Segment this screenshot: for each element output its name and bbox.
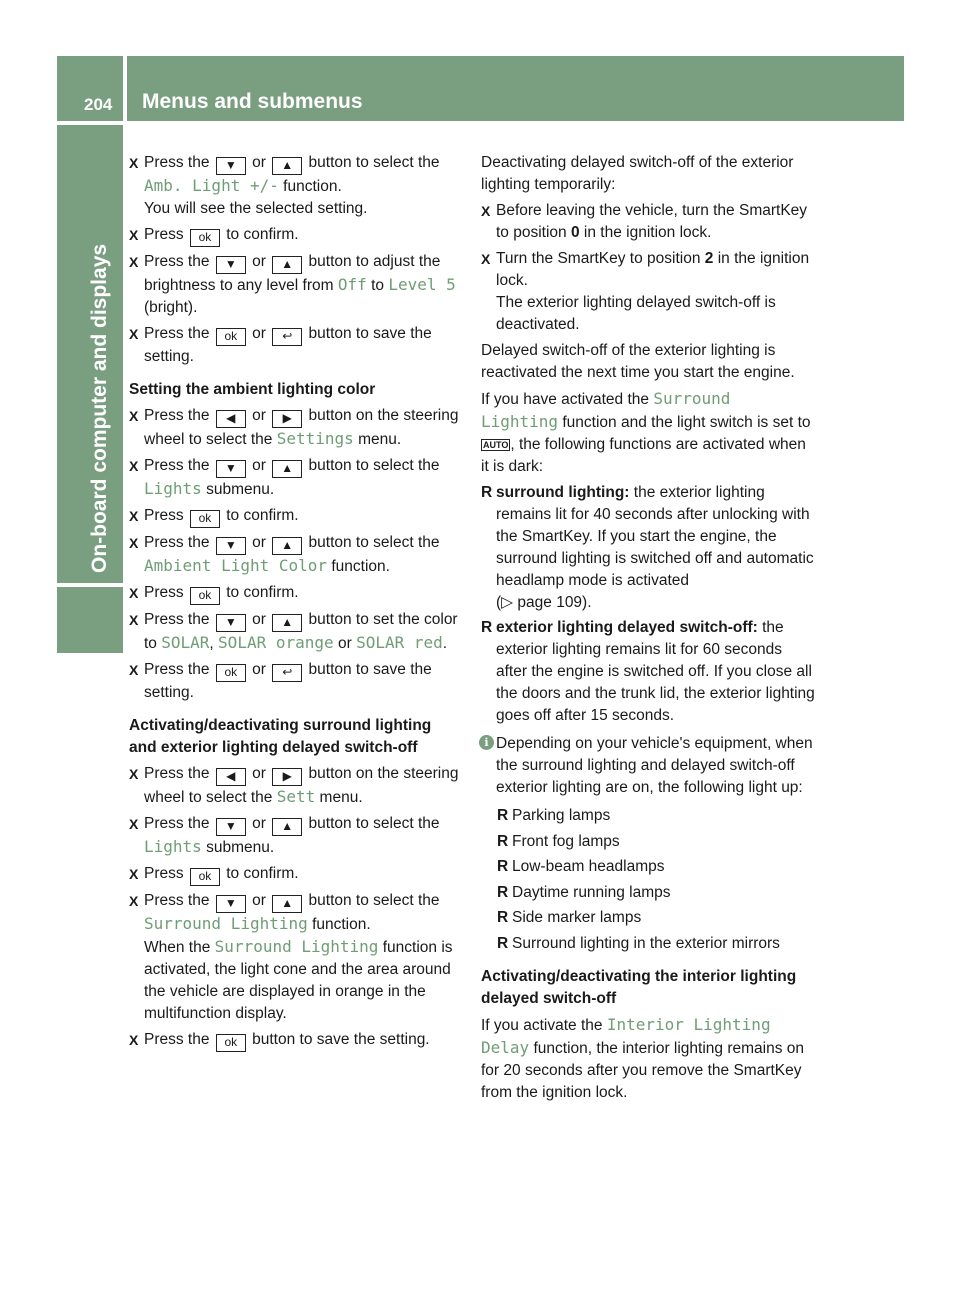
step-marker: X [129,508,139,524]
section-heading: Setting the ambient lighting color [129,381,376,398]
text: to [371,277,385,294]
text: If you have activated the [481,391,650,408]
text: Press the [144,892,210,909]
step-marker: X [129,408,139,424]
left-column [129,152,463,1056]
step [129,863,463,886]
bullet-marker: R [497,807,509,824]
bullet-marker: R [497,858,509,875]
step [129,251,463,319]
bullet-marker: R [497,934,509,952]
text: If you activate the [481,1016,603,1034]
step-marker: X [129,458,139,474]
bullet-marker: R [481,619,493,636]
text: or [252,534,266,551]
step [129,1029,463,1052]
text: button to save the setting. [252,1031,430,1048]
step [129,224,463,247]
text: or [252,154,266,171]
step-marker: X [129,326,139,342]
back-key-icon: ↩ [272,328,302,346]
ok-key-icon: ok [216,664,246,682]
text: button to select the [308,154,440,171]
ok-key-icon: ok [190,868,220,886]
text: Press the [144,457,210,474]
step-marker: X [129,535,139,551]
step [129,405,463,451]
step [129,582,463,605]
text: to confirm. [226,584,299,601]
step-marker: X [129,1032,139,1048]
text: to confirm. [226,507,299,524]
text: button on the steering wheel to select the [144,407,459,448]
text: or [337,635,352,652]
display-text: Ambient Light Color [144,556,328,575]
bullet-item [481,482,815,614]
text: Press the [144,253,210,270]
text: function and the light switch is set to [562,414,811,431]
text: Depending on your vehicle's equipment, when the surround lighting and delayed switch-off exterior lighting are on, the following light up: [496,735,813,796]
text: or [252,253,266,270]
display-text: Surround Lighting [144,914,308,933]
text: Press the [144,765,210,782]
text: button to select the [308,534,440,551]
text: button to adjust the brightness to any level from [144,253,441,294]
display-text: Settings [276,429,354,448]
text: menu. [319,789,363,806]
step [129,890,463,1025]
text: Before leaving the vehicle, turn the SmartKey to position [496,202,808,241]
up-key-icon: ▲ [272,460,302,478]
text: button to select the [308,815,440,832]
step [129,455,463,501]
text: or [252,661,266,678]
up-key-icon: ▲ [272,157,302,175]
text: or [252,765,266,782]
display-text: Level 5 [388,275,456,294]
text: Press the [144,407,210,424]
up-key-icon: ▲ [272,895,302,913]
ok-key-icon: ok [216,1034,246,1052]
text: submenu. [206,839,275,856]
text: Surround lighting in the exterior mirrors [512,934,780,952]
ok-key-icon: ok [190,587,220,605]
text: The exterior lighting delayed switch-off is deactivated. [496,294,776,333]
text: the exterior lighting remains lit for 40 seconds after unlocking with the SmartKey. If you start the engine, the surround lighting is switched off and automatic headlamp mode is activated [496,484,814,589]
display-text: SOLAR [161,633,210,652]
text: to confirm. [226,865,299,882]
side-tab-marker [57,587,123,653]
text: or [252,815,266,832]
up-key-icon: ▲ [272,256,302,274]
step-marker: X [129,662,139,678]
step-marker: X [129,816,139,832]
text: Press the [144,325,210,342]
text: , [209,635,214,652]
step [129,763,463,809]
section-heading: Activating/deactivating surround lighting and exterior lighting delayed switch-off [129,717,432,756]
display-text: Surround Lighting [214,937,379,956]
display-text: Interior Lighting Delay [481,1014,771,1057]
auto-light-icon: AUTO [483,440,509,450]
step [129,505,463,528]
down-key-icon: ▼ [216,818,246,836]
step [129,813,463,859]
ok-key-icon: ok [190,229,220,247]
lamp-item [481,831,815,853]
text: function is activated, the light cone and the area around the vehicle are displayed in orange in the multifunction display. [144,939,453,1022]
text: function. [331,558,390,575]
page-number: 204 [84,95,113,114]
ok-key-icon: ok [216,328,246,346]
text: ( [496,594,502,611]
text: 0 [570,224,580,241]
text: Low-beam headlamps [512,858,665,875]
text: or [252,325,266,342]
page-ref-icon: ▷ [501,594,514,611]
up-key-icon: ▲ [272,537,302,555]
back-key-icon: ↩ [272,664,302,682]
text: Side marker lamps [512,909,642,926]
info-icon: i [479,735,494,750]
display-text: SOLAR red [356,633,443,652]
text: Press the [144,1031,210,1048]
display-text: SOLAR orange [218,633,334,652]
step [129,609,463,655]
text: Daytime running lamps [512,883,671,901]
bullet-marker: R [497,883,509,901]
lamp-item [481,882,815,904]
text: Press the [144,661,210,678]
display-text: Sett [276,787,316,806]
step-marker: X [129,612,139,628]
text: or [252,407,266,424]
step [481,248,815,336]
lamp-item [481,805,815,827]
text: in the ignition lock. [583,224,712,241]
text: Press [144,507,184,524]
step-marker: X [481,251,491,267]
down-key-icon: ▼ [216,460,246,478]
display-text: Off [337,275,367,294]
text: Press [144,865,184,882]
bullet-marker: R [481,484,493,501]
up-key-icon: ▲ [272,818,302,836]
text: or [252,457,266,474]
bullet-marker: R [497,832,509,850]
text: menu. [358,431,402,448]
text: or [252,611,266,628]
down-key-icon: ▼ [216,537,246,555]
paragraph: Deactivating delayed switch-off of the exterior lighting temporarily: [481,154,794,193]
text: function. [283,178,342,195]
right-key-icon: ▶ [272,768,302,786]
text: Press [144,584,184,601]
text: Press [144,226,184,243]
text: button to select the [308,892,440,909]
text: Parking lamps [512,807,611,824]
paragraph [481,1014,815,1104]
info-note [481,733,815,799]
text: in the ignition lock. [496,250,810,289]
text: Turn the SmartKey to position [496,250,701,267]
display-text: Amb. Light +/- [144,176,279,195]
text: (bright). [144,299,198,316]
left-key-icon: ◀ [216,410,246,428]
step [129,323,463,368]
text: Front fog lamps [512,832,620,850]
step-marker: X [129,227,139,243]
bullet-marker: R [497,909,509,926]
text: When the [144,939,211,956]
step-marker: X [129,585,139,601]
text: You will see the selected setting. [144,200,368,217]
text: button to set the color to [144,611,458,652]
text: Press the [144,534,210,551]
text: function. [312,916,371,933]
step-marker: X [481,203,491,219]
display-text: Lights [144,837,202,856]
display-text: Surround Lighting [481,389,731,431]
down-key-icon: ▼ [216,256,246,274]
step-marker: X [129,866,139,882]
paragraph [481,388,815,478]
text: Press the [144,154,210,171]
step-marker: X [129,254,139,270]
text: . [442,635,448,652]
step [129,152,463,220]
up-key-icon: ▲ [272,614,302,632]
step [481,200,815,244]
text: button to select the [308,457,440,474]
text: submenu. [206,481,275,498]
ok-key-icon: ok [190,510,220,528]
step [129,532,463,578]
right-column [481,152,815,1108]
text: button to save the setting. [144,661,432,701]
text: button on the steering wheel to select the [144,765,459,806]
bullet-item [481,617,815,727]
display-text: Lights [144,479,202,498]
text: to confirm. [226,226,299,243]
paragraph: Delayed switch-off of the exterior lighting is reactivated the next time you start the engine. [481,342,795,381]
text: the exterior lighting remains lit for 60 seconds after the engine is switched off. If you close all the doors and the trunk lid, the exterior lighting goes off after 15 seconds. [496,619,815,724]
step-marker: X [129,155,139,171]
text: button to save the setting. [144,325,432,365]
text: 2 [704,250,714,267]
step [129,659,463,704]
lamp-item [481,907,815,929]
side-tab-title: On-board computer and displays [88,243,111,573]
text: , the following functions are activated when it is dark: [481,436,806,475]
text: Press the [144,611,210,628]
lamp-item [481,933,815,955]
left-key-icon: ◀ [216,768,246,786]
text: or [252,892,266,909]
right-key-icon: ▶ [272,410,302,428]
text: surround lighting: [496,484,630,501]
down-key-icon: ▼ [216,614,246,632]
down-key-icon: ▼ [216,157,246,175]
step-marker: X [129,893,139,909]
text: Press the [144,815,210,832]
page-title: Menus and submenus [142,90,363,113]
text: page 109). [517,594,592,611]
lamp-item [481,856,815,878]
text: exterior lighting delayed switch-off: [496,619,758,636]
down-key-icon: ▼ [216,895,246,913]
step-marker: X [129,766,139,782]
text: function, the interior lighting remains on for 20 seconds after you remove the SmartKey from the ignition lock. [481,1039,805,1101]
section-heading: Activating/deactivating the interior lighting delayed switch-off [481,967,797,1007]
